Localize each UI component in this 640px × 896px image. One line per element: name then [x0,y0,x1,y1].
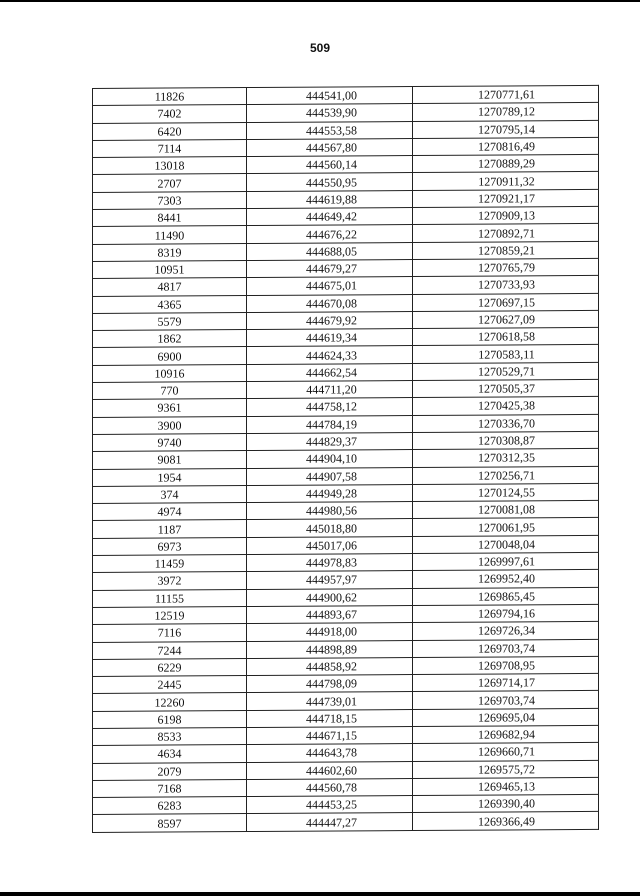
x-coordinate-cell: 444679,27 [247,260,413,278]
point-number-cell: 374 [93,485,247,503]
y-coordinate-cell: 1270124,55 [413,483,599,501]
x-coordinate-cell: 444949,28 [247,484,413,502]
x-coordinate-cell: 444676,22 [247,225,413,243]
point-number-cell: 7168 [93,779,247,797]
y-coordinate-cell: 1270505,37 [413,379,599,397]
x-coordinate-cell: 444453,25 [247,796,413,814]
y-coordinate-cell: 1270795,14 [413,120,599,138]
y-coordinate-cell: 1270081,08 [413,501,599,519]
x-coordinate-cell: 444688,05 [247,242,413,260]
point-number-cell: 7114 [93,139,247,157]
x-coordinate-cell: 444679,92 [247,311,413,329]
point-number-cell: 9361 [93,399,247,417]
point-number-cell: 13018 [93,157,247,175]
x-coordinate-cell: 444711,20 [247,381,413,399]
y-coordinate-cell: 1269794,16 [413,604,599,622]
x-coordinate-cell: 444907,58 [247,467,413,485]
point-number-cell: 9081 [93,451,247,469]
y-coordinate-cell: 1270627,09 [413,310,599,328]
scan-edge-bottom [0,892,640,896]
x-coordinate-cell: 444829,37 [247,432,413,450]
x-coordinate-cell: 444619,88 [247,190,413,208]
point-number-cell: 6420 [93,122,247,140]
y-coordinate-cell: 1270789,12 [413,103,599,121]
y-coordinate-cell: 1270048,04 [413,535,599,553]
y-coordinate-cell: 1270308,87 [413,431,599,449]
y-coordinate-cell: 1270921,17 [413,189,599,207]
table-body [93,85,599,832]
y-coordinate-cell: 1270771,61 [413,85,599,103]
y-coordinate-cell: 1270697,15 [413,293,599,311]
x-coordinate-cell: 444978,83 [247,554,413,572]
point-number-cell: 2079 [93,762,247,780]
point-number-cell: 11459 [93,555,247,573]
y-coordinate-cell: 1270312,35 [413,449,599,467]
point-number-cell: 3900 [93,416,247,434]
y-coordinate-cell: 1269695,04 [413,708,599,726]
point-number-cell: 1187 [93,520,247,538]
x-coordinate-cell: 444980,56 [247,502,413,520]
x-coordinate-cell: 444739,01 [247,692,413,710]
coordinates-table-wrapper [92,85,598,833]
point-number-cell: 7244 [93,641,247,659]
y-coordinate-cell: 1270256,71 [413,466,599,484]
x-coordinate-cell: 444858,92 [247,657,413,675]
point-number-cell: 6283 [93,797,247,815]
x-coordinate-cell: 444675,01 [247,277,413,295]
point-number-cell: 6900 [93,347,247,365]
point-number-cell: 11155 [93,589,247,607]
point-number-cell: 6229 [93,658,247,676]
x-coordinate-cell: 444671,15 [247,727,413,745]
scan-edge-top [0,0,640,2]
x-coordinate-cell: 444649,42 [247,208,413,226]
x-coordinate-cell: 445017,06 [247,536,413,554]
x-coordinate-cell: 444798,09 [247,675,413,693]
point-number-cell: 4974 [93,503,247,521]
x-coordinate-cell: 444918,00 [247,623,413,641]
y-coordinate-cell: 1269726,34 [413,622,599,640]
y-coordinate-cell: 1269660,71 [413,743,599,761]
y-coordinate-cell: 1270618,58 [413,328,599,346]
y-coordinate-cell: 1269703,74 [413,691,599,709]
x-coordinate-cell: 444541,00 [247,87,413,105]
x-coordinate-cell: 444567,80 [247,138,413,156]
y-coordinate-cell: 1270336,70 [413,414,599,432]
x-coordinate-cell: 444957,97 [247,571,413,589]
point-number-cell: 8319 [93,243,247,261]
y-coordinate-cell: 1270529,71 [413,362,599,380]
x-coordinate-cell: 444904,10 [247,450,413,468]
point-number-cell: 10951 [93,261,247,279]
x-coordinate-cell: 444553,58 [247,121,413,139]
point-number-cell: 8441 [93,209,247,227]
y-coordinate-cell: 1269708,95 [413,656,599,674]
point-number-cell: 4634 [93,745,247,763]
y-coordinate-cell: 1269865,45 [413,587,599,605]
y-coordinate-cell: 1269703,74 [413,639,599,657]
y-coordinate-cell: 1270583,11 [413,345,599,363]
x-coordinate-cell: 444539,90 [247,104,413,122]
y-coordinate-cell: 1270909,13 [413,206,599,224]
point-number-cell: 4365 [93,295,247,313]
y-coordinate-cell: 1270765,79 [413,258,599,276]
point-number-cell: 12260 [93,693,247,711]
x-coordinate-cell: 444624,33 [247,346,413,364]
point-number-cell: 7402 [93,105,247,123]
point-number-cell: 2445 [93,676,247,694]
point-number-cell: 3972 [93,572,247,590]
y-coordinate-cell: 1270892,71 [413,224,599,242]
y-coordinate-cell: 1270816,49 [413,137,599,155]
point-number-cell: 7303 [93,191,247,209]
y-coordinate-cell: 1269714,17 [413,673,599,691]
point-number-cell: 8597 [93,814,247,832]
y-coordinate-cell: 1270911,32 [413,172,599,190]
table-row [93,812,599,832]
point-number-cell: 6198 [93,710,247,728]
point-number-cell: 1862 [93,330,247,348]
point-number-cell: 9740 [93,433,247,451]
y-coordinate-cell: 1270425,38 [413,397,599,415]
y-coordinate-cell: 1270061,95 [413,518,599,536]
y-coordinate-cell: 1270733,93 [413,276,599,294]
point-number-cell: 5579 [93,312,247,330]
y-coordinate-cell: 1269465,13 [413,777,599,795]
x-coordinate-cell: 444643,78 [247,744,413,762]
point-number-cell: 2707 [93,174,247,192]
point-number-cell: 6973 [93,537,247,555]
y-coordinate-cell: 1269390,40 [413,795,599,813]
y-coordinate-cell: 1269366,49 [413,812,599,830]
x-coordinate-cell: 444447,27 [247,813,413,831]
x-coordinate-cell: 444602,60 [247,761,413,779]
y-coordinate-cell: 1269952,40 [413,570,599,588]
x-coordinate-cell: 444550,95 [247,173,413,191]
y-coordinate-cell: 1269575,72 [413,760,599,778]
x-coordinate-cell: 444662,54 [247,363,413,381]
x-coordinate-cell: 444758,12 [247,398,413,416]
y-coordinate-cell: 1270889,29 [413,155,599,173]
point-number-cell: 8533 [93,728,247,746]
x-coordinate-cell: 444898,89 [247,640,413,658]
point-number-cell: 11490 [93,226,247,244]
y-coordinate-cell: 1269997,61 [413,552,599,570]
x-coordinate-cell: 444784,19 [247,415,413,433]
point-number-cell: 1954 [93,468,247,486]
x-coordinate-cell: 444900,62 [247,588,413,606]
y-coordinate-cell: 1270859,21 [413,241,599,259]
x-coordinate-cell: 444670,08 [247,294,413,312]
x-coordinate-cell: 445018,80 [247,519,413,537]
point-number-cell: 4817 [93,278,247,296]
y-coordinate-cell: 1269682,94 [413,725,599,743]
x-coordinate-cell: 444619,34 [247,329,413,347]
point-number-cell: 770 [93,382,247,400]
point-number-cell: 11826 [93,88,247,106]
coordinates-table [92,85,599,833]
x-coordinate-cell: 444560,78 [247,778,413,796]
page-number: 509 [309,41,331,55]
x-coordinate-cell: 444893,67 [247,605,413,623]
point-number-cell: 12519 [93,606,247,624]
point-number-cell: 10916 [93,364,247,382]
x-coordinate-cell: 444718,15 [247,709,413,727]
x-coordinate-cell: 444560,14 [247,156,413,174]
point-number-cell: 7116 [93,624,247,642]
